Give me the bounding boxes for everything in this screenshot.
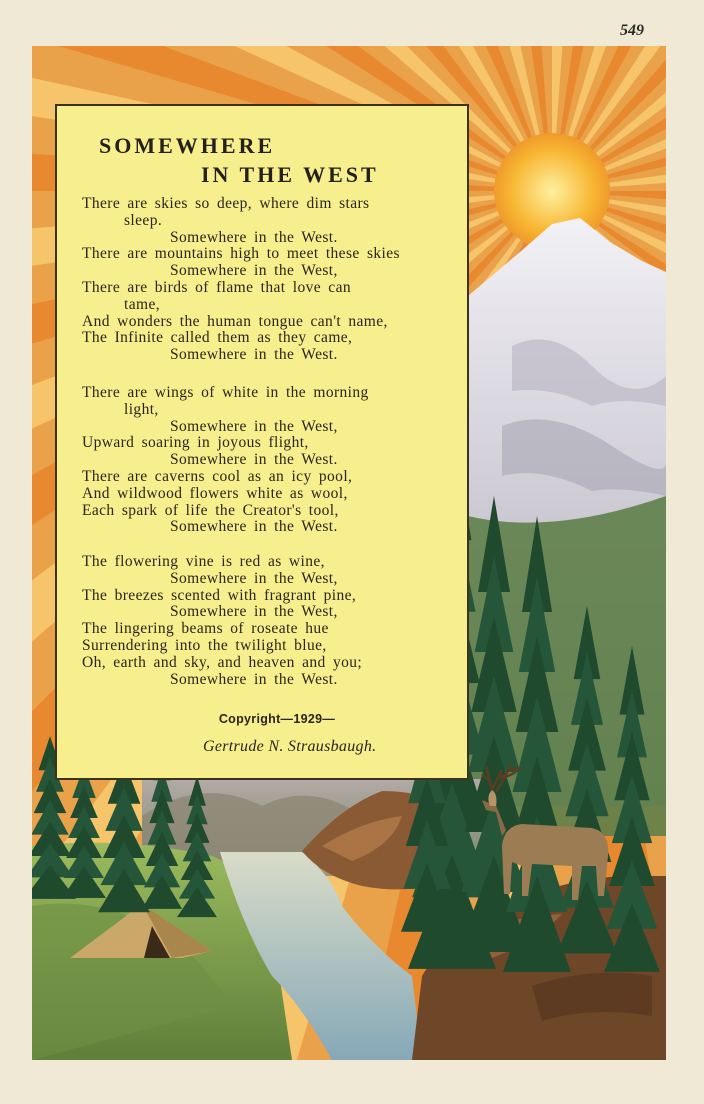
poem-line: Somewhere in the West.: [170, 670, 338, 688]
poem-line: The lingering beams of roseate hue: [82, 620, 329, 638]
stanza-1: [82, 196, 462, 364]
poem-line: There are caverns cool as an icy pool,: [82, 467, 353, 485]
poem-line: There are birds of flame that love can: [82, 278, 352, 296]
poem-line: sleep.: [124, 211, 163, 229]
poem-line: There are skies so deep, where dim stars: [82, 195, 370, 212]
poem-line: Upward soaring in joyous flight,: [82, 434, 309, 452]
poem-line: Somewhere in the West,: [170, 569, 338, 587]
stanza-3: [82, 554, 462, 688]
poem-line: Somewhere in the West,: [170, 417, 338, 435]
poem-line: Each spark of life the Creator's tool,: [82, 501, 339, 519]
poem-line: Somewhere in the West,: [170, 603, 338, 621]
poem-line: And wonders the human tongue can't name,: [82, 312, 388, 330]
poem-line: Surrendering into the twilight blue,: [82, 636, 327, 654]
poem-line: light,: [124, 400, 159, 418]
poem-line: Oh, earth and sky, and heaven and you;: [82, 653, 363, 671]
poem-line: Somewhere in the West.: [170, 518, 338, 536]
poem-line: There are mountains high to meet these skies: [82, 245, 400, 263]
poem-line: Somewhere in the West.: [170, 451, 338, 469]
stanza-2: [82, 385, 462, 536]
page-number: 549: [620, 22, 644, 39]
poem-line: tame,: [124, 295, 160, 313]
poem-line: The Infinite called them as they came,: [82, 329, 353, 347]
poem-line: Somewhere in the West.: [170, 228, 338, 246]
poem-panel: [55, 104, 469, 780]
author-signature: Gertrude N. Strausbaugh.: [203, 738, 377, 755]
poem-title-line-1: SOMEWHERE: [99, 133, 276, 158]
poem-line: Somewhere in the West,: [170, 262, 338, 280]
poem-line: The flowering vine is red as wine,: [82, 553, 325, 570]
poem-line: And wildwood flowers white as wool,: [82, 484, 348, 502]
poem-line: Somewhere in the West.: [170, 346, 338, 364]
poem-line: There are wings of white in the morning: [82, 384, 369, 401]
postcard-illustration: [32, 46, 666, 1060]
poem-title-line-2: IN THE WEST: [201, 162, 379, 187]
copyright-notice: Copyright—1929—: [218, 712, 336, 726]
poem-title: [99, 132, 379, 189]
poem-line: The breezes scented with fragrant pine,: [82, 586, 357, 604]
